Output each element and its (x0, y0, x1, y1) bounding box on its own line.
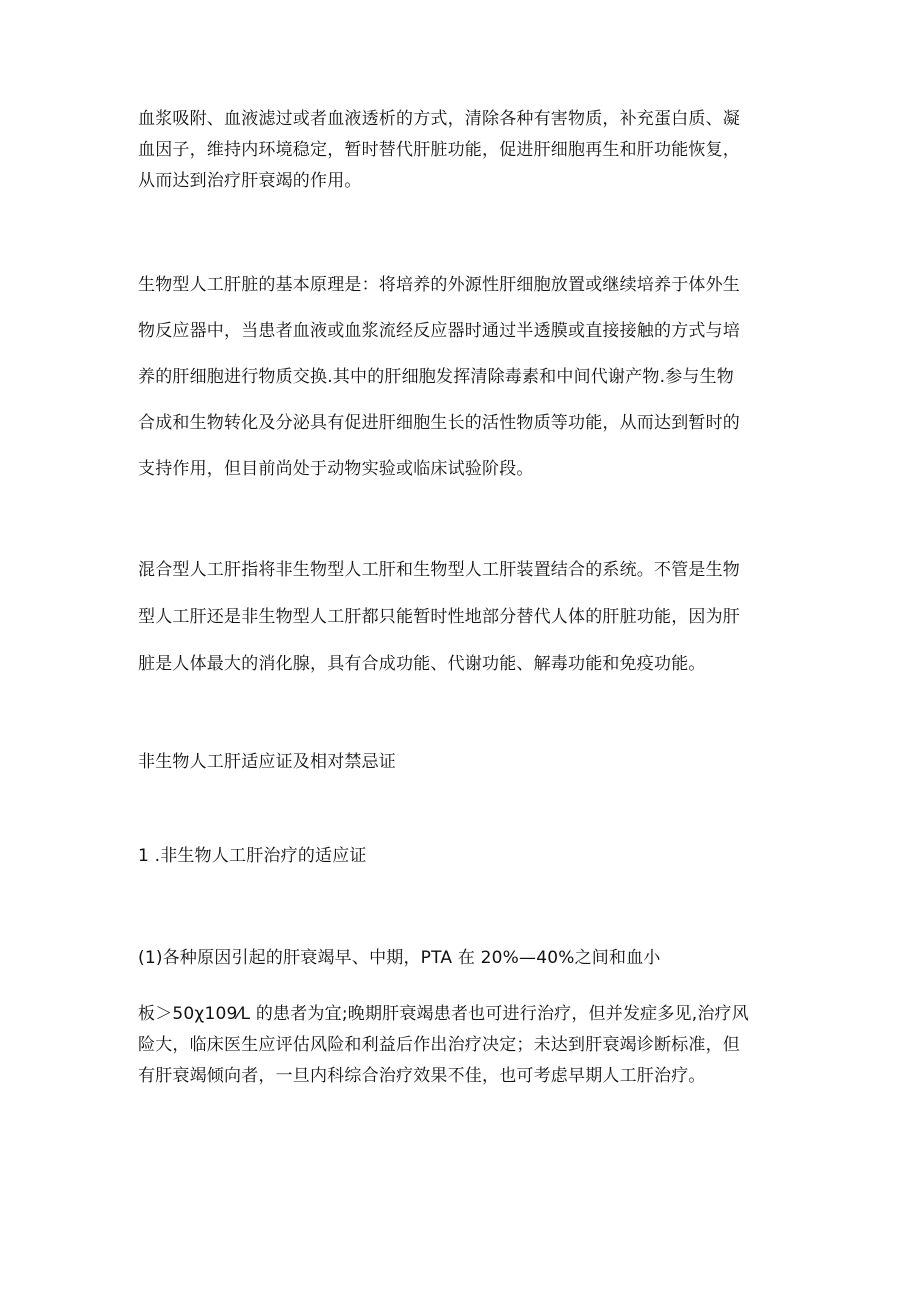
subsection-heading: 1 .非生物人工肝治疗的适应证 (138, 846, 367, 866)
paragraph-bio-artificial-liver (138, 262, 788, 492)
text-line: 从而达到治疗肝衰竭的作用。 (138, 171, 362, 191)
text-line: 血浆吸附、血液滤过或者血液透析的方式，清除各种有害物质，补充蛋白质、凝 (138, 109, 740, 129)
paragraph-indication-item (138, 999, 788, 1092)
text-line: 合成和生物转化及分泌具有促进肝细胞生长的活性物质等功能，从而达到暂时的 (138, 413, 740, 433)
text-line: 板＞50χ109⁄L 的患者为宜;晚期肝衰竭患者也可进行治疗，但并发症多见,治疗风 (138, 1004, 749, 1024)
text-line: 有肝衰竭倾向者，一旦内科综合治疗效果不佳，也可考虑早期人工肝治疗。 (138, 1066, 706, 1086)
paragraph-hybrid-artificial-liver (138, 547, 788, 688)
text-line: 型人工肝还是非生物型人工肝都只能暂时性地部分替代人体的肝脏功能，因为肝 (138, 607, 740, 627)
section-heading: 非生物人工肝适应证及相对禁忌证 (138, 752, 396, 772)
paragraph-non-bio-liver-summary (138, 104, 788, 197)
text-line: 血因子，维持内环境稳定，暂时替代肝脏功能，促进肝细胞再生和肝功能恢复， (138, 140, 740, 160)
indication-item-first-line: (1)各种原因引起的肝衰竭早、中期，PTA 在 20%—40%之间和血小 (138, 948, 661, 968)
text-line: 生物型人工肝脏的基本原理是：将培养的外源性肝细胞放置或继续培养于体外生 (138, 275, 740, 295)
text-line: 险大，临床医生应评估风险和利益后作出治疗决定；未达到肝衰竭诊断标准，但 (138, 1035, 740, 1055)
text-line: 支持作用，但目前尚处于动物实验或临床试验阶段。 (138, 459, 534, 479)
text-line: 物反应器中，当患者血液或血浆流经反应器时通过半透膜或直接接触的方式与培 (138, 321, 740, 341)
text-line: 养的肝细胞进行物质交换.其中的肝细胞发挥清除毒素和中间代谢产物.参与生物 (138, 367, 735, 387)
text-line: 混合型人工肝指将非生物型人工肝和生物型人工肝装置结合的系统。不管是生物 (138, 560, 740, 580)
text-line: 脏是人体最大的消化腺，具有合成功能、代谢功能、解毒功能和免疫功能。 (138, 654, 706, 674)
